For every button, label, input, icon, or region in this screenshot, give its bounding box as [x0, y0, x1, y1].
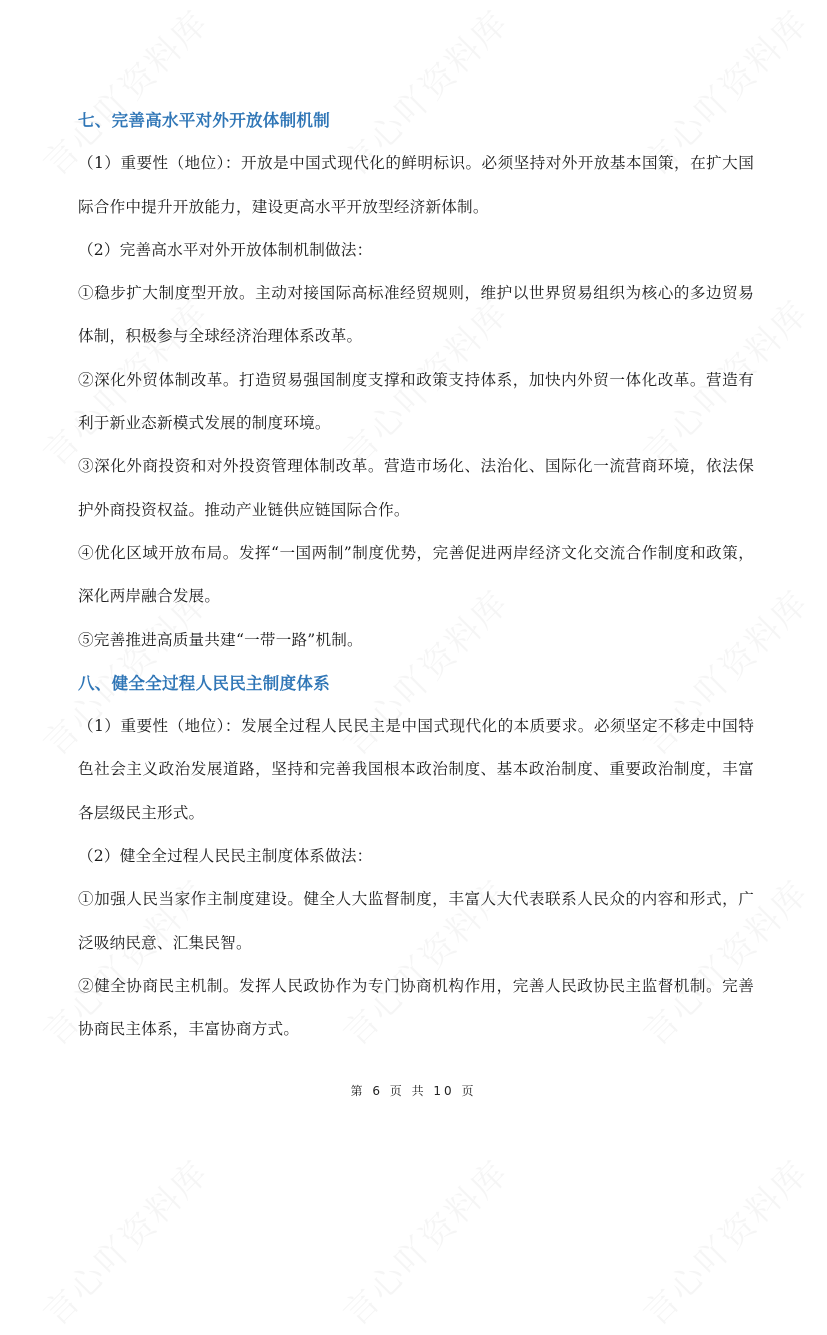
document-page [78, 99, 754, 1052]
section-8 [78, 662, 754, 1052]
importance-paragraph: （1）重要性（地位）：开放是中国式现代化的鲜明标识。必须坚持对外开放基本国策，在扩大国际合作中提升开放能力，建设更高水平开放型经济新体制。 [78, 154, 754, 216]
watermark [630, 1147, 817, 1334]
measure-item: ④优化区域开放布局。发挥“一国两制”制度优势，完善促进两岸经济文化交流合作制度和政策，深化两岸融合发展。 [78, 543, 754, 606]
measure-item: ①加强人民当家作主制度建设。健全人大监督制度，丰富人大代表联系人民众的内容和形式，广泛吸纳民意、汇集民智。 [78, 890, 754, 952]
section-heading: 七、完善高水平对外开放体制机制 [78, 111, 330, 130]
measures-subheading: （2）完善高水平对外开放体制机制做法： [78, 240, 373, 259]
importance-paragraph: （1）重要性（地位）：发展全过程人民民主是中国式现代化的本质要求。必须坚定不移走中国特色社会主义政治发展道路，坚持和完善我国根本政治制度、基本政治制度、重要政治制度，丰富各层级民主形式。 [78, 717, 754, 822]
page-number-footer: 第 6 页 共 10 页 [350, 1084, 477, 1098]
measure-item: ②深化外贸体制改革。打造贸易强国制度支撑和政策支持体系，加快内外贸一体化改革。营造有利于新业态新模式发展的制度环境。 [78, 370, 754, 433]
watermark [330, 1147, 517, 1334]
section-heading: 八、健全全过程人民民主制度体系 [78, 673, 330, 693]
section-7 [78, 99, 754, 662]
measure-item: ⑤完善推进高质量共建“一带一路”机制。 [78, 630, 363, 649]
measure-item: ②健全协商民主机制。发挥人民政协作为专门协商机构作用，完善人民政协民主监督机制。完善协商民主体系，丰富协商方式。 [78, 976, 754, 1039]
measures-subheading: （2）健全全过程人民民主制度体系做法： [78, 847, 373, 866]
watermark [30, 1147, 217, 1334]
measure-item: ③深化外商投资和对外投资管理体制改革。营造市场化、法治化、国际化一流营商环境，依法保护外商投资权益。推动产业链供应链国际合作。 [78, 457, 754, 519]
measure-item: ①稳步扩大制度型开放。主动对接国际高标准经贸规则，维护以世界贸易组织为核心的多边贸易体制，积极参与全球经济治理体系改革。 [78, 284, 754, 346]
